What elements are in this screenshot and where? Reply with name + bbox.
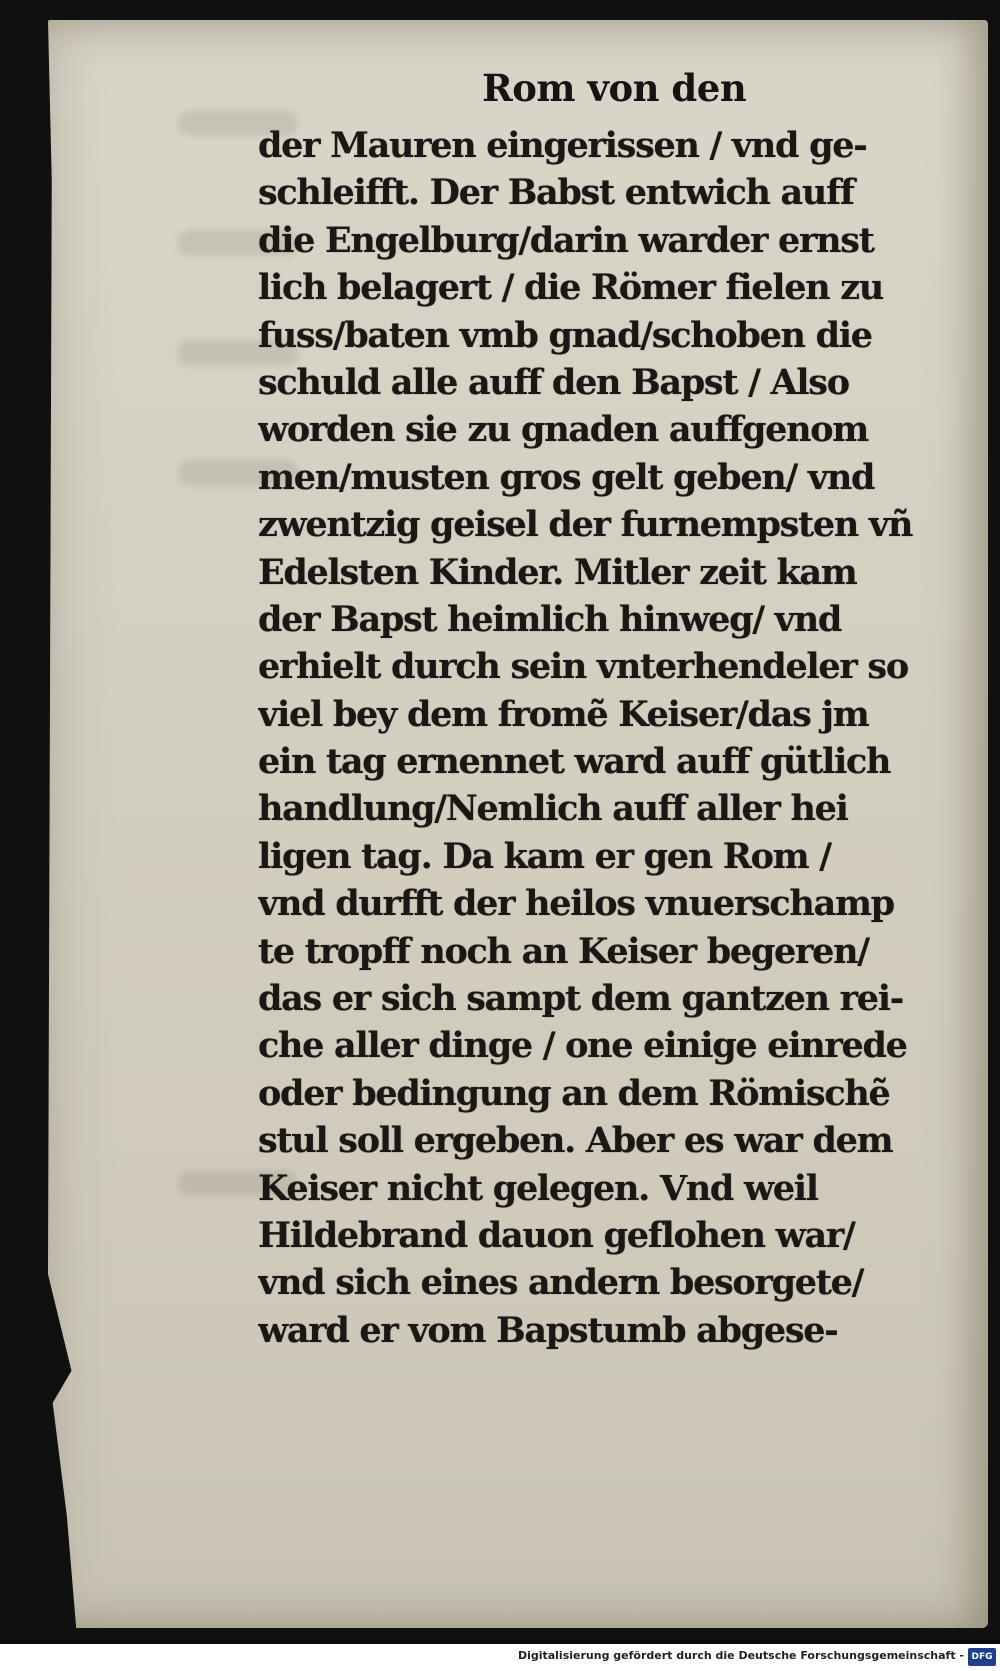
text-line: der Bapst heimlich hinweg/ vnd [258, 598, 842, 640]
text-line: worden sie zu gnaden auffgenom [258, 409, 869, 451]
text-line: lich belagert / die Römer fielen zu [258, 267, 883, 309]
text-line: te tropff noch an Keiser begeren/ [258, 930, 869, 972]
text-line: ein tag ernennet ward auff gütlich [258, 741, 891, 783]
text-line: handlung/Nemlich auff aller hei [258, 788, 848, 830]
text-line: vnd durfft der heilos vnuerschamp [258, 883, 894, 925]
text-line: Hildebrand dauon geflohen war/ [258, 1214, 855, 1256]
text-line: der Mauren eingerissen / vnd ge- [258, 125, 867, 166]
body-text [258, 122, 948, 1354]
text-line: ward er vom Bapstumb abgese- [258, 1309, 838, 1351]
text-line: zwentzig geisel der furnempsten vñ [258, 504, 913, 546]
text-line: viel bey dem fromẽ Keiser/das jm [258, 693, 869, 735]
text-line: erhielt durch sein vnterhendeler so [258, 646, 908, 688]
text-line: che aller dinge / one einige einrede [258, 1025, 907, 1067]
footer-bar [0, 1644, 1000, 1671]
text-line: fuss/baten vmb gnad/schoben die [258, 314, 872, 356]
text-line: ligen tag. Da kam er gen Rom / [258, 835, 831, 877]
text-line: Keiser nicht gelegen. Vnd weil [258, 1167, 818, 1209]
text-line: vnd sich eines andern besorgete/ [258, 1262, 864, 1304]
text-line: Edelsten Kinder. Mitler zeit kam [258, 551, 857, 593]
text-line: die Engelburg/darin warder ernst [258, 219, 874, 261]
text-line: stul soll ergeben. Aber es war dem [258, 1120, 893, 1162]
text-line: das er sich sampt dem gantzen rei- [258, 978, 903, 1020]
text-line: men/musten gros gelt geben/ vnd [258, 456, 875, 498]
text-line: schuld alle auff den Bapst / Also [258, 361, 849, 403]
text-line: oder bedingung an dem Römischẽ [258, 1072, 890, 1114]
running-head: Rom von den [482, 66, 747, 110]
text-line: schleifft. Der Babst entwich auff [258, 172, 854, 214]
funding-credit: Digitalisierung gefördert durch die Deutsche Forschungsgemeinschaft - [517, 1649, 964, 1662]
dfg-logo: DFG [968, 1648, 996, 1666]
